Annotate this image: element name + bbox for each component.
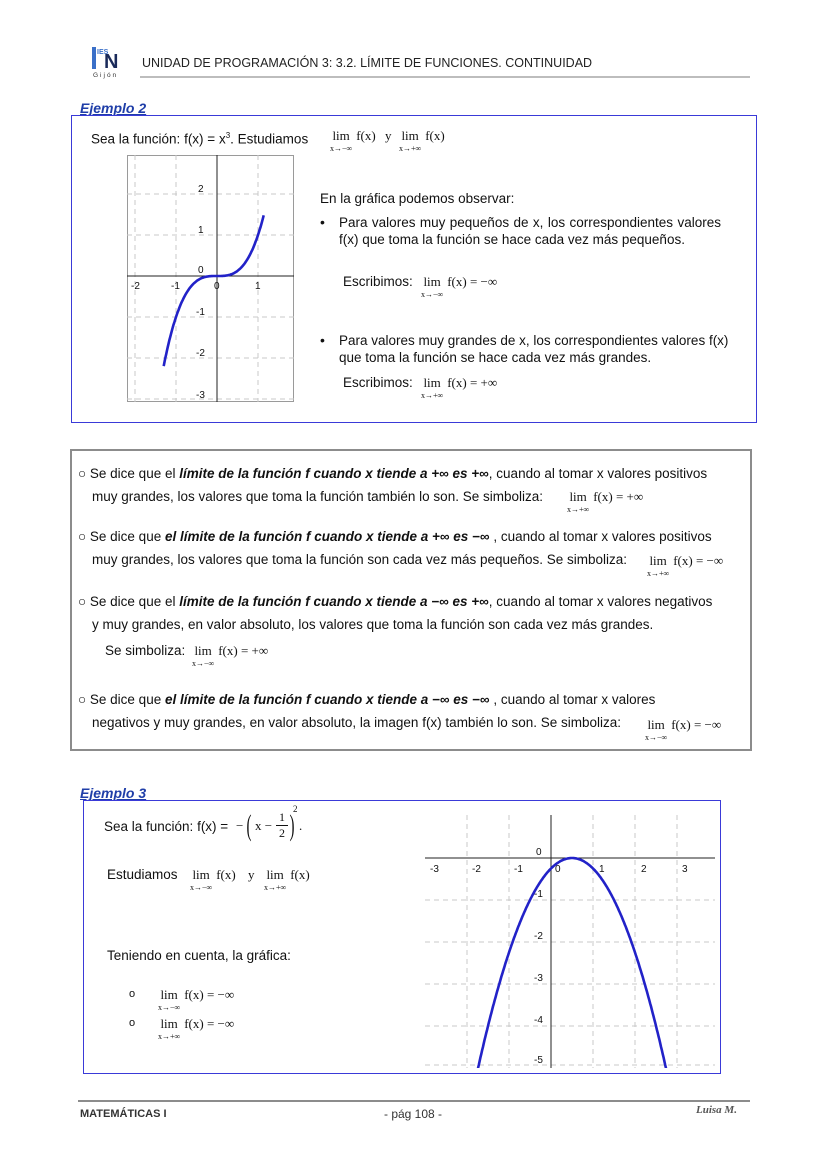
lim-sub: x→+∞ <box>158 1032 181 1041</box>
example3-title: Ejemplo 3 <box>80 785 147 801</box>
lim-sub: x→+∞ <box>264 883 287 892</box>
example2-intro <box>91 127 308 148</box>
example3-formula <box>235 805 315 845</box>
lim-word: lim <box>647 717 665 732</box>
def-post: , cuando al tomar x valores positivos <box>488 466 708 481</box>
y-tick-label: 0 <box>536 847 542 858</box>
lim-sub: x→+∞ <box>421 391 444 400</box>
definition-2-line1: ○ Se dice que el límite de la función f cuando x tiende a +∞ es −∞ , cuando al tomar x valores positivos <box>78 529 712 544</box>
example2-result-2 <box>421 375 497 400</box>
result-bullet: o <box>129 988 136 1000</box>
lim-word: lim <box>160 1016 178 1031</box>
lim-word: lim <box>332 128 350 143</box>
definition-3-lim <box>192 643 268 668</box>
definition-2-line2: muy grandes, los valores que toma la función son cada vez más pequeños. Se simboliza: <box>92 552 628 567</box>
example3-study: Estudiamos <box>107 867 178 882</box>
formula-exponent: 2 <box>293 804 298 814</box>
formula-period: . <box>299 818 303 833</box>
lim-rest: f(x) = +∞ <box>447 375 498 390</box>
intro-text-a: Sea la función: f(x) = x <box>91 131 226 147</box>
lim-sub: x→−∞ <box>190 883 213 892</box>
x-tick-label: 1 <box>599 864 605 875</box>
x-tick-label: 0 <box>214 281 220 292</box>
logo-city: Gijón <box>93 72 119 79</box>
example3-lim-minus-inf <box>190 867 236 892</box>
lim-word: lim <box>423 375 441 390</box>
graph-frame <box>128 156 294 402</box>
example3-considering: Teniendo en cuenta, la gráfica: <box>107 948 291 963</box>
def-bold: límite de la función f cuando x tiende a −∞ es +∞ <box>179 594 489 609</box>
parabola-graph <box>425 815 715 1068</box>
lim-sub: x→−∞ <box>645 733 668 742</box>
x-tick-label: -2 <box>472 864 481 875</box>
lim-sub: x→+∞ <box>399 144 422 153</box>
lim-sub: x→−∞ <box>421 290 444 299</box>
y-tick-label: -1 <box>196 307 205 318</box>
lim-sub: x→+∞ <box>567 505 590 514</box>
bullet2-text: Para valores muy grandes de x, los correspondientes valores f(x) que toma la función se hace cada vez más grandes. <box>339 333 729 365</box>
example2-result-1 <box>421 274 497 299</box>
footer-page-number: - pág 108 - <box>384 1107 443 1121</box>
def-pre: Se dice que el <box>89 594 180 609</box>
paren-right: ) <box>289 809 295 842</box>
lim-rest: f(x) = −∞ <box>184 987 235 1002</box>
definition-2-lim <box>647 553 723 578</box>
bullet-dot: • <box>320 332 325 348</box>
result-bullet: o <box>129 1017 136 1029</box>
y-tick-label: -2 <box>534 931 543 942</box>
example3-result-2 <box>158 1016 234 1041</box>
observe-text: En la gráfica podemos observar: <box>320 191 515 206</box>
definition-1-lim <box>567 489 643 514</box>
bullet-dot: • <box>320 214 325 230</box>
school-logo <box>92 47 122 79</box>
page-header-title: UNIDAD DE PROGRAMACIÓN 3: 3.2. LÍMITE DE FUNCIONES. CONTINUIDAD <box>142 56 593 70</box>
lim-rest: f(x) <box>216 867 236 882</box>
definitions-list <box>78 462 748 742</box>
definition-4-lim <box>645 717 721 742</box>
lim-rest: f(x) = +∞ <box>593 489 644 504</box>
logo-text: IES <box>97 49 109 56</box>
example2-and: y <box>385 128 392 143</box>
def-pre: Se dice que <box>89 529 165 544</box>
def-post: , cuando al tomar x valores negativos <box>488 594 713 609</box>
lim-word: lim <box>423 274 441 289</box>
definition-3-line3: Se simboliza: <box>105 643 186 658</box>
footer-author-signature: Luisa M. <box>696 1104 737 1116</box>
def-post: , cuando al tomar x valores positivos <box>489 529 712 544</box>
def-bold: el límite de la función f cuando x tiende a +∞ es −∞ <box>164 529 490 544</box>
lim-sub: x→−∞ <box>330 144 353 153</box>
y-tick-label: -4 <box>534 1015 543 1026</box>
x-tick-label: -3 <box>430 864 439 875</box>
footer-subject: MATEMÁTICAS I <box>80 1108 167 1120</box>
definition-1-line1: ○ Se dice que el límite de la función f cuando x tiende a +∞ es +∞, cuando al tomar x valores positivos <box>78 466 708 481</box>
example3-intro: Sea la función: f(x) = <box>104 819 229 834</box>
lim-word: lim <box>569 489 587 504</box>
y-tick-label: -2 <box>196 348 205 359</box>
y-tick-label: -1 <box>534 889 543 900</box>
write-label-1: Escribimos: <box>343 274 413 289</box>
intro-exponent: 3 <box>225 131 231 140</box>
lim-sub: x→−∞ <box>192 659 215 668</box>
lim-rest: f(x) = +∞ <box>218 643 269 658</box>
logo-graphic <box>92 47 122 79</box>
x-tick-label: 2 <box>641 864 647 875</box>
y-tick-label: 2 <box>198 184 204 195</box>
lim-word: lim <box>192 867 210 882</box>
lim-rest: f(x) <box>290 867 310 882</box>
footer-divider <box>78 1100 750 1102</box>
lim-word: lim <box>266 867 284 882</box>
lim-rest: f(x) = −∞ <box>673 553 724 568</box>
example3-lim-plus-inf <box>264 867 310 892</box>
formula-minus: − <box>236 818 244 833</box>
lim-word: lim <box>401 128 419 143</box>
x-tick-label: -1 <box>171 281 180 292</box>
x-tick-label: -1 <box>514 864 523 875</box>
lim-word: lim <box>194 643 212 658</box>
y-tick-label: -3 <box>196 390 205 401</box>
def-pre: Se dice que <box>89 692 165 707</box>
graph-grid <box>425 815 715 1068</box>
write-label-2: Escribimos: <box>343 375 413 390</box>
definition-3-line1: ○ Se dice que el límite de la función f cuando x tiende a −∞ es +∞, cuando al tomar x valores negativos <box>78 594 713 609</box>
x-tick-label: 3 <box>682 864 688 875</box>
y-tick-label: -5 <box>534 1055 543 1066</box>
x-tick-label: 0 <box>555 864 561 875</box>
bullet1-text: Para valores muy pequeños de x, los correspondientes valores f(x) que toma la función se hace cada vez más pequeños. <box>339 215 721 247</box>
lim-word: lim <box>160 987 178 1002</box>
lim-rest: f(x) = −∞ <box>447 274 498 289</box>
lim-sub: x→+∞ <box>647 569 670 578</box>
header-divider <box>140 76 750 78</box>
paren-left: ( <box>246 809 252 842</box>
example3-result-1 <box>158 987 234 1012</box>
y-tick-label: 1 <box>198 225 204 236</box>
definition-1-line2: muy grandes, los valores que toma la función también lo son. Se simboliza: <box>92 489 543 504</box>
lim-rest: f(x) <box>356 128 376 143</box>
parabola-curve <box>476 858 667 1068</box>
lim-rest: f(x) = −∞ <box>671 717 722 732</box>
example2-lim-minus-inf <box>330 128 376 153</box>
logo-letter: N <box>104 51 119 73</box>
cubic-graph <box>127 155 294 402</box>
x-tick-label: -2 <box>131 281 140 292</box>
def-post: , cuando al tomar x valores <box>489 692 656 707</box>
frac-numerator: 1 <box>279 810 285 824</box>
y-tick-label: 0 <box>198 265 204 276</box>
lim-sub: x→−∞ <box>158 1003 181 1012</box>
y-tick-label: -3 <box>534 973 543 984</box>
example2-lim-plus-inf <box>399 128 445 153</box>
definition-3-line2: y muy grandes, en valor absoluto, los valores que toma la función son cada vez más grandes. <box>92 617 654 632</box>
frac-denominator: 2 <box>279 826 285 840</box>
x-tick-label: 1 <box>255 281 261 292</box>
def-pre: Se dice que el <box>89 466 180 481</box>
example3-and: y <box>248 867 255 882</box>
intro-text-b: . Estudiamos <box>230 131 309 147</box>
definition-4-line1: ○ Se dice que el límite de la función f cuando x tiende a −∞ es −∞ , cuando al tomar x valores <box>78 692 656 707</box>
def-bold: límite de la función f cuando x tiende a +∞ es +∞ <box>179 466 489 481</box>
lim-rest: f(x) <box>425 128 445 143</box>
formula-inner: x − <box>255 818 273 833</box>
lim-word: lim <box>649 553 667 568</box>
lim-rest: f(x) = −∞ <box>184 1016 235 1031</box>
definition-4-line2: negativos y muy grandes, en valor absoluto, la imagen f(x) también lo son. Se simboliza: <box>92 715 622 730</box>
def-bold: el límite de la función f cuando x tiende a −∞ es −∞ <box>164 692 490 707</box>
example2-title: Ejemplo 2 <box>80 100 147 116</box>
